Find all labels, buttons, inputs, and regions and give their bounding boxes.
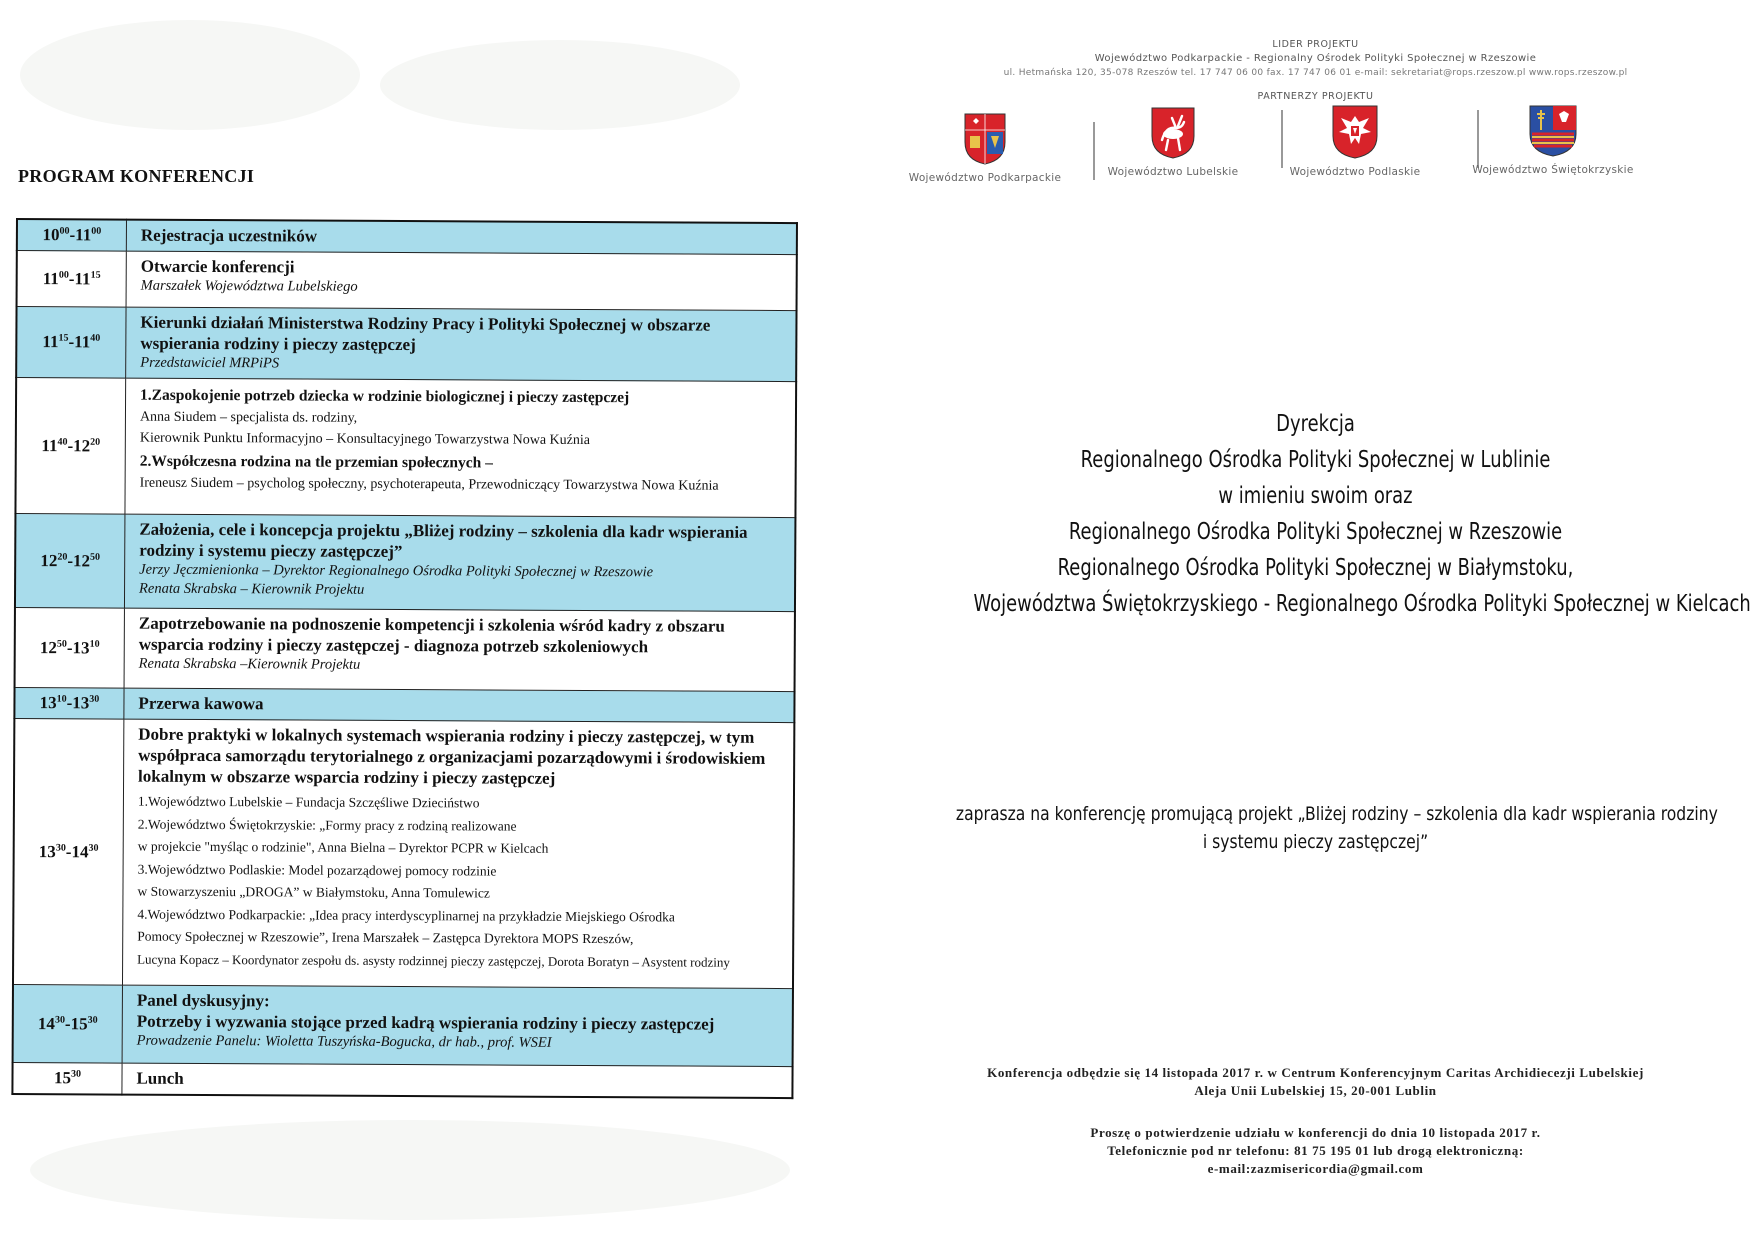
rsvp-line: Proszę o potwierdzenie udziału w konferencji do dnia 10 listopada 2017 r. [1090,1125,1541,1140]
program-speaker: Przedstawiciel MRPiPS [140,354,280,372]
partner-name: Województwo Lubelskie [1107,166,1239,178]
program-topic: Potrzeby i wyzwania stojące przed kadrą wspierania rodziny i pieczy zastępczej [136,1011,715,1034]
venue-line: Konferencja odbędzie się 14 listopada 2017 r. w Centrum Konferencyjnym Caritas Archidiecezji Lubelskiej [987,1065,1644,1080]
invitation-line: Regionalnego Ośrodka Polityki Społecznej w Białymstoku, [1057,555,1574,581]
program-time: $11^{40}-12^{20}$ [15,378,125,515]
program-time: $11^{15}-11^{40}$ [16,307,126,379]
program-row [17,219,797,255]
program-content [122,1063,793,1098]
program-topic: Kierunki działań Ministerstwa Rodziny Pracy i Polityki Społecznej w obszarze wspierania rodziny i pieczy zastępczej [140,312,711,355]
program-topic: Dobre praktyki w lokalnych systemach wspierania rodziny i pieczy zastępczej, w tym współpraca samorządu terytorialnego z organizacjami pozarządowymi i środowiskiem lokalnym w obszarze wsparcia rodziny i pieczy zastępczej [138,724,766,788]
program-time: $12^{50}-13^{10}$ [15,607,125,688]
program-topic: Przerwa kawowa [138,693,264,714]
program-topic: Otwarcie konferencji [140,256,295,277]
program-subtopic: 2.Współczesna rodzina na tle przemian społecznych – [139,452,493,472]
partner-podlaskie [1255,104,1455,178]
program-row [13,984,793,1066]
program-speaker: Jerzy Jęczmienionka – Dyrektor Regionalnego Ośrodka Polityki Społecznej w Rzeszowie [139,561,654,581]
program-time: $15^{30}$ [12,1062,122,1094]
program-row [12,1062,792,1098]
invitation-line: zaprasza na konferencję promującą projekt „Bliżej rodziny – szkolenia dla kadr wspierania rodziny [955,803,1718,825]
partner-name: Województwo Podkarpackie [908,172,1062,184]
background-wash [30,1120,790,1220]
program-row [14,687,794,722]
program-speaker: Anna Siudem – specjalista ds. rodziny, [139,409,358,426]
program-topic: Panel dyskusyjny: [136,990,270,1011]
program-title: PROGRAM KONFERENCJI [18,166,255,186]
program-row [15,514,795,612]
program-time: $10^{00}-11^{00}$ [17,219,127,251]
program-time: $14^{30}-15^{30}$ [13,984,123,1063]
partner-name: Województwo Świętokrzyskie [1472,164,1634,176]
program-list-item: 2.Województwo Świętokrzyskie: „Formy pracy z rodziną realizowane [137,816,517,834]
program-topic: Zapotrzebowanie na podnoszenie kompetencji i szkolenia wśród kadry z obszaru wsparcia rodziny i pieczy zastępczej - diagnoza potrzeb szkoleniowych [138,613,725,657]
invitation-line: Dyrekcja [1276,411,1355,437]
partner-swietokrzyskie [1453,104,1653,176]
invitation-line: Regionalnego Ośrodka Polityki Społecznej w Lublinie [1080,447,1551,473]
lubelskie-crest-icon [1150,106,1196,160]
leader-address: ul. Hetmańska 120, 35-078 Rzeszów tel. 17 747 06 00 fax. 17 747 06 01 e-mail: sekretariat@rops.rzeszow.pl www.rops.rzeszow.pl [1003,68,1628,78]
program-speaker: Renata Skrabska – Kierownik Projektu [139,580,365,598]
program-topic: Lunch [136,1068,184,1088]
program-time: $13^{10}-13^{30}$ [14,687,124,719]
program-subtopic: 1.Zaspokojenie potrzeb dziecka w rodzinie biologicznej i pieczy zastępczej [140,386,630,407]
program-list-item: Lucyna Kopacz – Koordynator zespołu ds. asysty rodzinnej pieczy zastępczej, Dorota Boratyn – Asystent rodziny [137,951,730,970]
program-speaker: Marszałek Województwa Lubelskiego [140,277,358,295]
invitation-text [877,800,1754,856]
program-content [125,378,796,518]
program-list-item: 3.Województwo Podlaskie: Model pozarządowej pomocy rodzinie [137,861,497,879]
program-speaker: Prowadzenie Panelu: Wioletta Tuszyńska-Bogucka, dr hab., prof. WSEI [136,1032,552,1051]
background-wash [380,40,740,130]
program-list-item: 1.Województwo Lubelskie – Fundacja Szczęśliwe Dzieciństwo [137,793,480,811]
program-row [17,251,797,311]
program-topic: Założenia, cele i koncepcja projektu „Bliżej rodziny – szkolenia dla kadr wspierania rodziny i systemu pieczy zastępczej” [139,519,748,562]
project-header [877,38,1754,104]
invitation-line: i systemu pieczy zastępczej” [1202,831,1429,853]
partner-podkarpackie [885,112,1085,184]
podlaskie-crest-icon [1331,104,1379,160]
venue-line: Aleja Unii Lubelskiej 15, 20-001 Lublin [1194,1083,1437,1098]
program-time: $12^{20}-12^{50}$ [15,514,125,609]
program-row [15,378,796,518]
program-content [122,719,794,989]
program-content [124,608,795,692]
program-table [11,218,798,1099]
rsvp-email: e-mail:zazmisericordia@gmail.com [1207,1161,1424,1176]
partner-lubelskie [1073,106,1273,178]
partners-title: PARTNERZY PROJEKTU [1257,91,1374,102]
program-list-item: w Stowarzyszeniu „DROGA” w Białymstoku, Anna Tomulewicz [137,883,490,901]
partner-name: Województwo Podlaskie [1289,166,1421,178]
program-speaker: Renata Skrabska –Kierownik Projektu [138,655,361,673]
program-time: $13^{30}-14^{30}$ [13,718,124,985]
program-topic: Rejestracja uczestników [140,225,318,246]
leader-title: LIDER PROJEKTU [1272,39,1359,50]
rsvp-line: Telefonicznie pod nr telefonu: 81 75 195 01 lub drogą elektroniczną: [1107,1143,1524,1158]
program-content [126,307,797,382]
invitation-line: w imieniu swoim oraz [1218,483,1413,509]
program-content [126,220,797,255]
program-list-item: w projekcie "myśląc o rodzinie", Anna Bielna – Dyrektor PCPR w Kielcach [137,838,549,856]
program-row [16,307,796,382]
podkarpackie-crest-icon [963,112,1007,166]
program-content [122,985,793,1067]
program-row [15,607,795,691]
invitation-heading [877,406,1754,622]
program-list-item: 4.Województwo Podkarpackie: „Idea pracy interdyscyplinarnej na przykładzie Miejskiego Ośrodka [137,906,676,924]
background-wash [20,20,360,130]
program-content [124,514,795,612]
program-time: $11^{00}-11^{15}$ [17,251,127,308]
invitation-line: Regionalnego Ośrodka Polityki Społecznej w Rzeszowie [1068,519,1563,545]
leader-name: Województwo Podkarpackie - Regionalny Ośrodek Polityki Społecznej w Rzeszowie [1094,53,1537,64]
program-content [124,688,795,723]
venue-info [877,1064,1754,1100]
program-list-item: Pomocy Społecznej w Rzeszowie”, Irena Marszałek – Zastępca Dyrektora MOPS Rzeszów, [137,928,634,947]
program-content [126,251,797,311]
swietokrzyskie-crest-icon [1528,104,1578,158]
rsvp-info [877,1124,1754,1178]
invitation-line: Województwa Świętokrzyskiego - Regionalnego Ośrodka Polityki Społecznej w Kielcach [973,591,1751,617]
program-speaker: Ireneusz Siudem – psycholog społeczny, psychoterapeuta, Przewodniczący Towarzystwa Nowa Kuźnia [139,475,719,494]
program-row [13,718,794,988]
invitation-page [877,0,1754,1240]
program-speaker: Kierownik Punktu Informacyjno – Konsultacyjnego Towarzystwa Nowa Kuźnia [139,430,591,449]
